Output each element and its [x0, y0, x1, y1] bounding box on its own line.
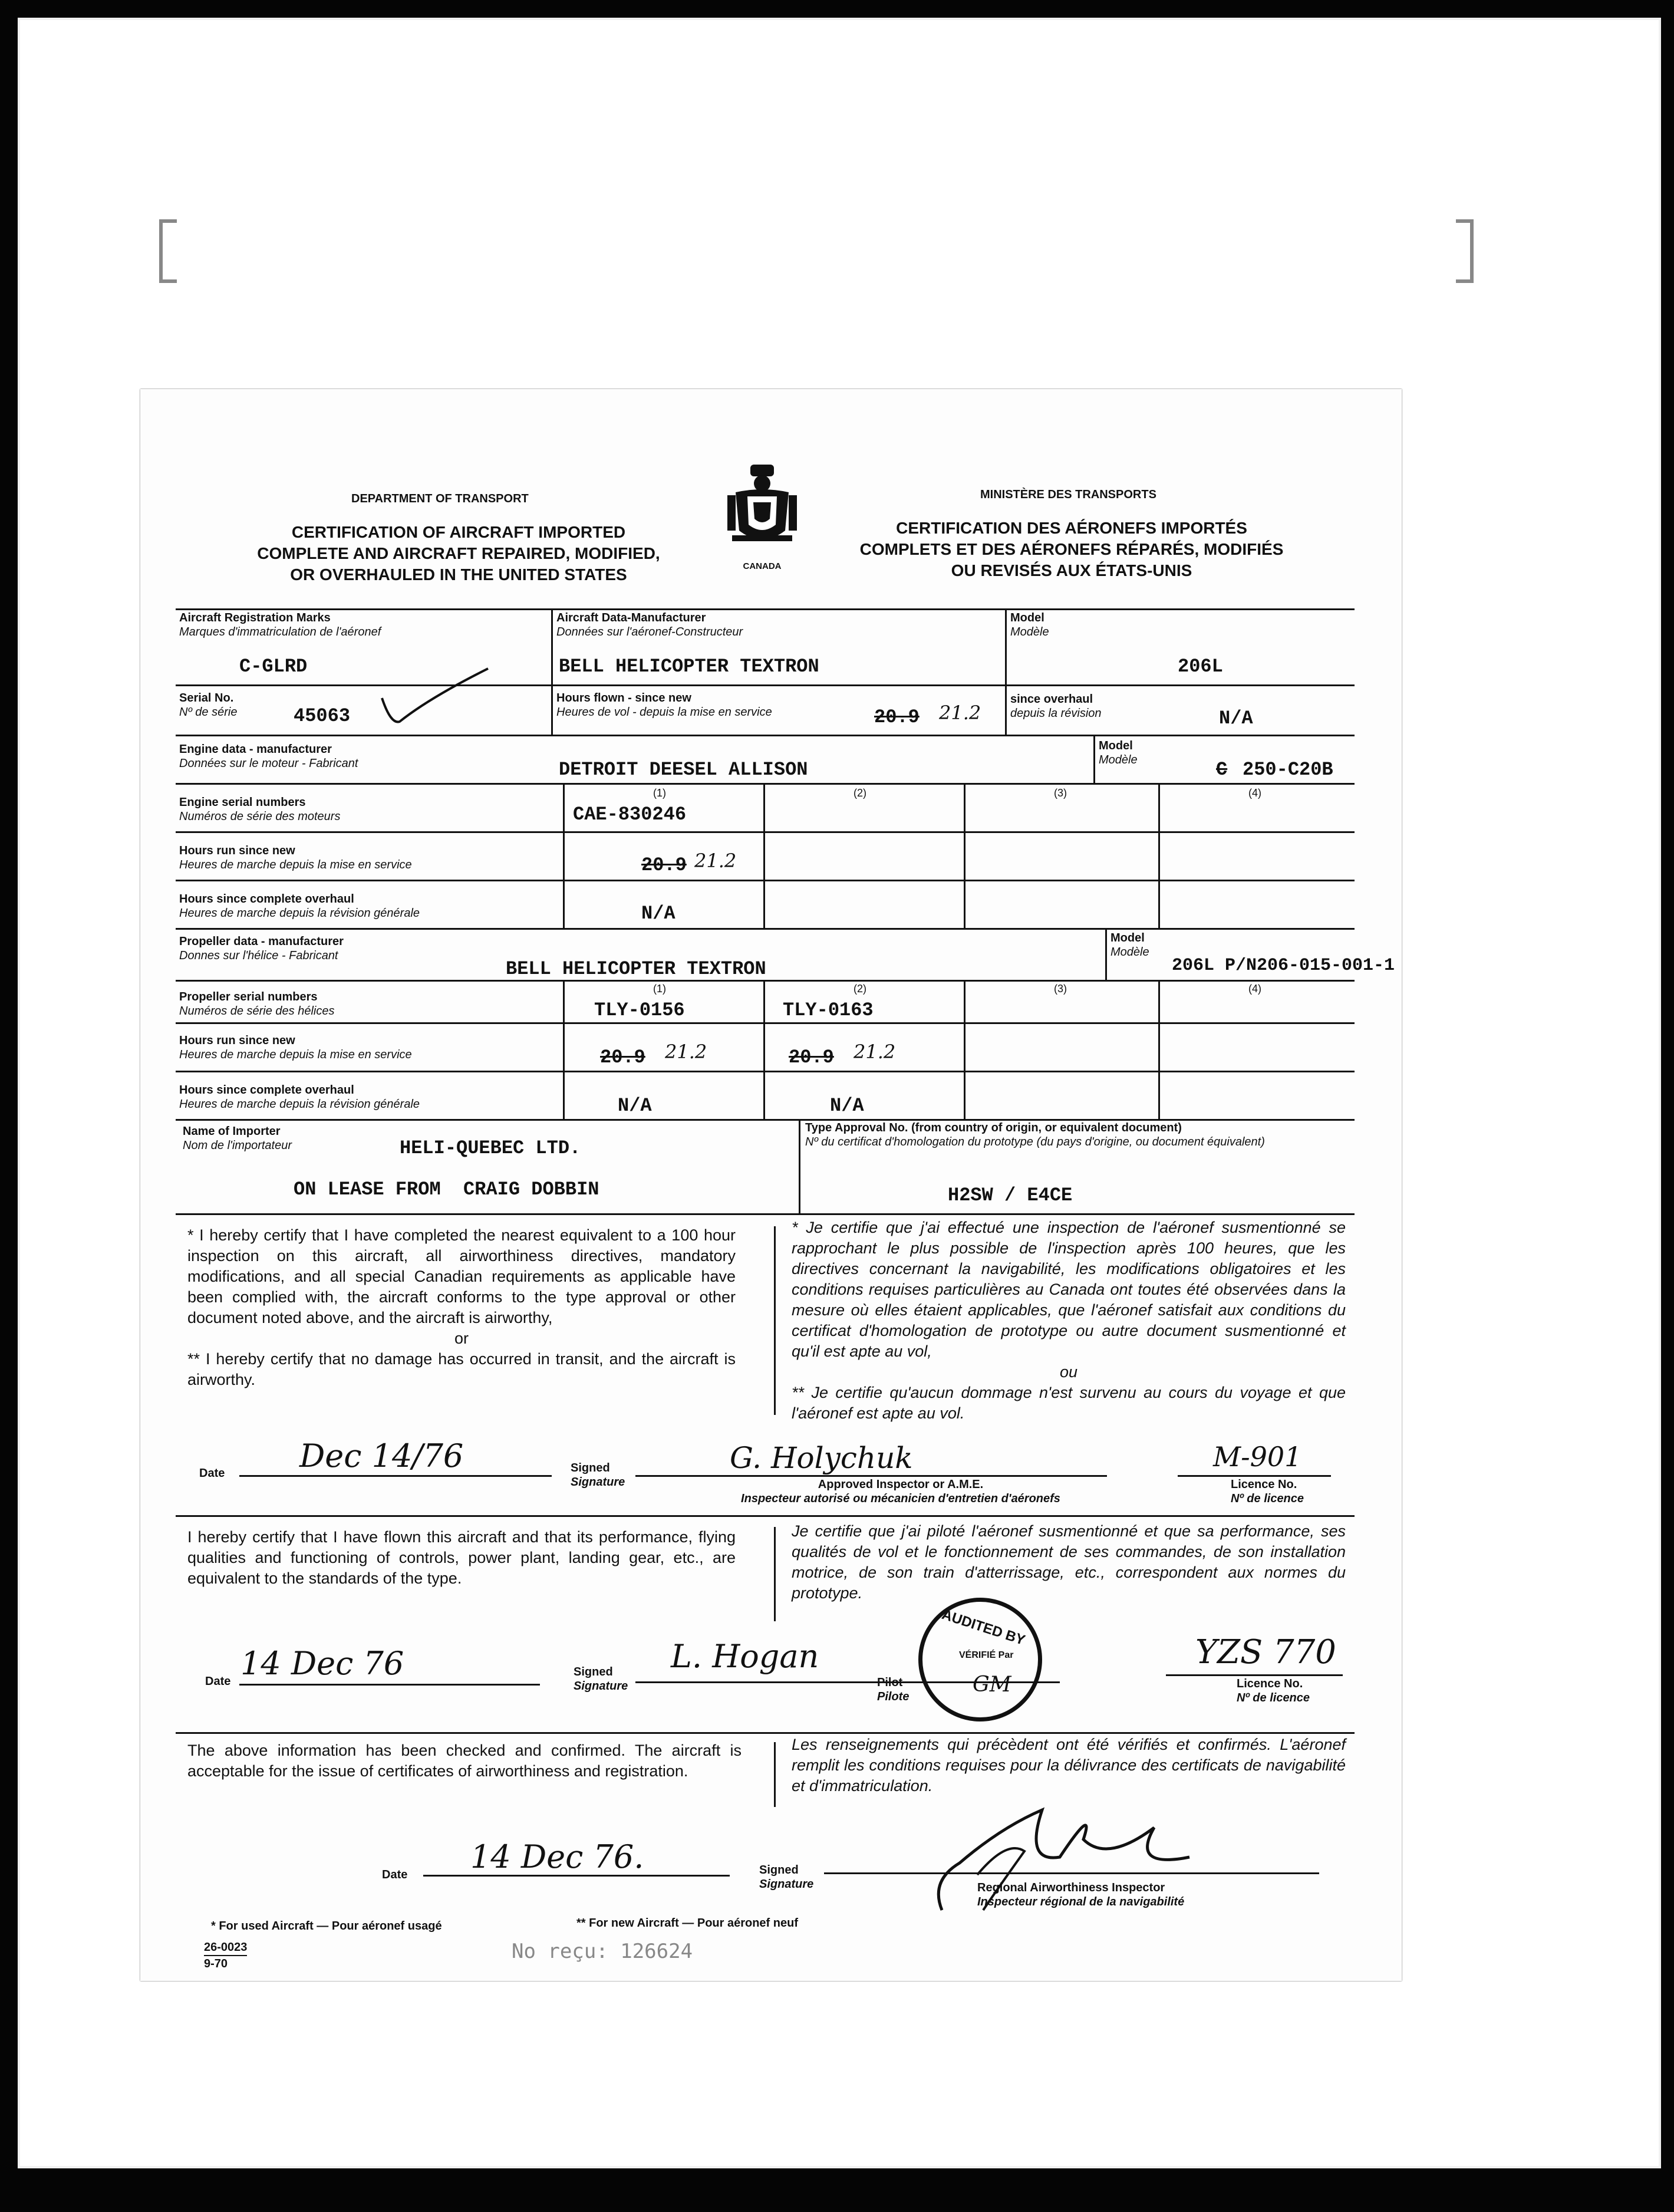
- engine-serial-1: (1) CAE-830246: [565, 785, 765, 833]
- engine-ovh-3: [965, 881, 1160, 930]
- engine-run-2: [765, 833, 965, 881]
- check-mark: [376, 663, 494, 733]
- hours-value: 21.2: [939, 702, 981, 724]
- engine-run-4: [1160, 833, 1355, 881]
- prop-run-3: [965, 1024, 1160, 1072]
- engine-serial-3: (3): [965, 785, 1160, 833]
- prop-serial-4: (4): [1160, 982, 1355, 1024]
- importer-name: HELI-QUEBEC LTD.: [400, 1137, 581, 1159]
- cert2-licence-label: Licence No. Nº de licence: [1237, 1677, 1310, 1704]
- cert2-pilot-label: Pilot Pilote: [877, 1676, 910, 1703]
- cert1-licence-value: M-901: [1213, 1441, 1302, 1473]
- title-en: CERTIFICATION OF AIRCRAFT IMPORTED COMPLETE AND AIRCRAFT REPAIRED, MODIFIED, OR OVERHAULED IN THE UNITED STATES: [257, 523, 660, 584]
- cert2-fr: Je certifie que j'ai piloté l'aéronef susmentionné et que sa performance, ses qualités de vol et le fonctionnement de ses commandes, de son installation motrice, de son train d'atterrissage, etc., correspondent aux normes du prototype.: [792, 1522, 1346, 1602]
- cert3-signed-label: Signed Signature: [759, 1864, 814, 1891]
- engine-ovh-4: [1160, 881, 1355, 930]
- hours-cell: Hours flown - since new Heures de vol - depuis la mise en service 20.9 21.2: [553, 686, 1007, 736]
- importer-cell: Name of Importer Nom de l'importateur HELI-QUEBEC LTD. ON LEASE FROM CRAIG DOBBIN: [176, 1121, 800, 1215]
- prop-serial-1: (1) TLY-0156: [565, 982, 765, 1024]
- cert2-licence-value: YZS 770: [1195, 1633, 1336, 1671]
- type-approval-value: H2SW / E4CE: [948, 1184, 1073, 1206]
- prop-mfr-cell: Propeller data - manufacturer Donnes sur l'hélice - Fabricant BELL HELICOPTER TEXTRON: [176, 930, 1107, 982]
- engine-serial-4: (4): [1160, 785, 1355, 833]
- engine-mfr-value: DETROIT DEESEL ALLISON: [559, 759, 808, 781]
- engine-ovh-label: Hours since complete overhaul Heures de marche depuis la révision générale: [176, 881, 565, 930]
- prop-model-value: 206L P/N206-015-001-1: [1172, 956, 1395, 976]
- engine-model-struck: C: [1216, 759, 1228, 781]
- dept-fr: MINISTÈRE DES TRANSPORTS: [980, 488, 1156, 501]
- certificate-document: [140, 389, 1402, 1981]
- cert2-date-label: Date: [205, 1675, 231, 1688]
- cert3-en: The above information has been checked and confirmed. The aircraft is acceptable for the issue of certificates of airworthiness and registration.: [187, 1742, 742, 1780]
- overhaul-value: N/A: [1219, 707, 1253, 729]
- cert1-fr: * Je certifie que j'ai effectué une inspection de l'aéronef susmentionné se rapprochant le plus possible de l'inspection après 100 heures, que les directives concernant la navigabilité, les modifications obligatoires et les conditions requises particulières au Canada ont toutes été observées dans la mesure où elles étaient applicables, que l'aéronef satisfait aux conditions du certificat d'homologation de prototype ou autre document susmentionné et qu'il est apte au vol, ou ** Je certifie qu'aucun dommage n'est survenu au cours du voyage et que l'aéronef est apte au vol.: [792, 1219, 1346, 1422]
- cert3-fr: Les renseignements qui précèdent ont été vérifiés et confirmés. L'aéronef remplit les conditions requises pour la délivrance des certificats de navigabilité et d'immatriculation.: [792, 1736, 1346, 1795]
- engine-serials-label: Engine serial numbers Numéros de série des moteurs: [176, 785, 565, 833]
- form-number: 26-0023 9-70: [204, 1941, 248, 1970]
- model-value: 206L: [1178, 656, 1223, 677]
- reg-cell: Aircraft Registration Marks Marques d'immatriculation de l'aéronef C-GLRD: [176, 608, 553, 686]
- cert1-date-label: Date: [199, 1467, 225, 1480]
- prop-serial-2: (2) TLY-0163: [765, 982, 965, 1024]
- prop-mfr-value: BELL HELICOPTER TEXTRON: [506, 958, 766, 980]
- footnote-used: * For used Aircraft — Pour aéronef usagé: [211, 1920, 442, 1933]
- hours-struck: 20.9: [874, 706, 920, 728]
- cert3-date-label: Date: [382, 1868, 408, 1881]
- engine-mfr-cell: Engine data - manufacturer Données sur le moteur - Fabricant DETROIT DEESEL ALLISON: [176, 736, 1095, 785]
- engine-model-cell: Model Modèle C 250-C20B: [1095, 736, 1355, 785]
- engine-run-3: [965, 833, 1160, 881]
- prop-serial-3: (3): [965, 982, 1160, 1024]
- engine-ovh-2: [765, 881, 965, 930]
- cert2-signature: L. Hogan: [671, 1638, 819, 1675]
- importer-lease: ON LEASE FROM CRAIG DOBBIN: [294, 1179, 599, 1200]
- dept-en: DEPARTMENT OF TRANSPORT: [351, 492, 529, 505]
- prop-run-label: Hours run since new Heures de marche depuis la mise en service: [176, 1024, 565, 1072]
- model-cell: Model Modèle 206L: [1007, 608, 1355, 686]
- mfr-cell: Aircraft Data-Manufacturer Données sur l'aéronef-Constructeur BELL HELICOPTER TEXTRON: [553, 608, 1007, 686]
- receipt-number: No reçu: 126624: [512, 1940, 693, 1963]
- prop-ovh-1: N/A: [565, 1072, 765, 1121]
- type-approval-cell: Type Approval No. (from country of origin, or equivalent document) Nº du certificat d'homologation du prototype (du pays d'origine, ou document équivalent) H2SW / E4CE: [800, 1121, 1355, 1215]
- cert3-role: Regional Airworthiness Inspector Inspecteur régional de la navigabilité: [977, 1881, 1185, 1908]
- cert1-en: * I hereby certify that I have completed the nearest equivalent to a 100 hour inspection on this aircraft, all airworthiness directives, mandatory modifications, and all special Canadian requirements as applicable have been complied with, the aircraft conforms to the type approval or other document noted above, and the aircraft is airworthy, or ** I hereby certify that no damage has occurred in transit, and the aircraft is airworthy.: [187, 1226, 736, 1388]
- prop-ovh-2: N/A: [765, 1072, 965, 1121]
- cert2-en: I hereby certify that I have flown this aircraft and that its performance, flying qualities and functioning of controls, power plant, landing gear, etc., are equivalent to the standards of the type.: [187, 1528, 736, 1587]
- corner-bracket-right: [1456, 219, 1474, 283]
- cert1-role: Approved Inspector or A.M.E. Inspecteur autorisé ou mécanicien d'entretien d'aéronefs: [741, 1478, 1060, 1505]
- mfr-value: BELL HELICOPTER TEXTRON: [559, 656, 819, 677]
- serial-cell: Serial No. Nº de série 45063: [176, 686, 553, 736]
- engine-serial-2: (2): [765, 785, 965, 833]
- corner-bracket-left: [159, 219, 177, 283]
- prop-run-4: [1160, 1024, 1355, 1072]
- prop-ovh-3: [965, 1072, 1160, 1121]
- crest-caption: CANADA: [743, 561, 782, 571]
- title-fr: CERTIFICATION DES AÉRONEFS IMPORTÉS COMPLETS ET DES AÉRONEFS RÉPARÉS, MODIFIÉS OU REVISÉS AUX ÉTATS-UNIS: [859, 519, 1284, 580]
- cert1-signature: G. Holychuk: [730, 1441, 913, 1475]
- prop-run-1: 20.9 21.2: [565, 1024, 765, 1072]
- canada-crest: [724, 460, 800, 560]
- cert1-date-value: Dec 14/76: [299, 1437, 464, 1474]
- prop-model-cell: Model Modèle 206L P/N206-015-001-1: [1107, 930, 1355, 982]
- serial-value: 45063: [294, 705, 351, 727]
- engine-run-label: Hours run since new Heures de marche depuis la mise en service: [176, 833, 565, 881]
- cert1-signed-label: Signed Signature: [571, 1462, 625, 1489]
- engine-run-1: 20.9 21.2: [565, 833, 765, 881]
- cert2-signed-label: Signed Signature: [574, 1665, 628, 1693]
- overhaul-cell: since overhaul depuis la révision N/A: [1007, 686, 1355, 736]
- prop-serials-label: Propeller serial numbers Numéros de série des hélices: [176, 982, 565, 1024]
- prop-run-2: 20.9 21.2: [765, 1024, 965, 1072]
- audited-stamp: AUDITED BY VÉRIFIÉ Par GM: [918, 1598, 1042, 1721]
- engine-ovh-1: N/A: [565, 881, 765, 930]
- engine-model-value: 250-C20B: [1243, 759, 1333, 781]
- footnote-new: ** For new Aircraft — Pour aéronef neuf: [576, 1917, 798, 1930]
- cert3-date-value: 14 Dec 76.: [470, 1838, 644, 1875]
- cert2-date-value: 14 Dec 76: [240, 1645, 404, 1682]
- prop-ovh-4: [1160, 1072, 1355, 1121]
- reg-value: C-GLRD: [239, 656, 308, 677]
- prop-ovh-label: Hours since complete overhaul Heures de marche depuis la révision générale: [176, 1072, 565, 1121]
- cert1-licence-label: Licence No. Nº de licence: [1231, 1478, 1304, 1505]
- crest-icon: [724, 460, 800, 560]
